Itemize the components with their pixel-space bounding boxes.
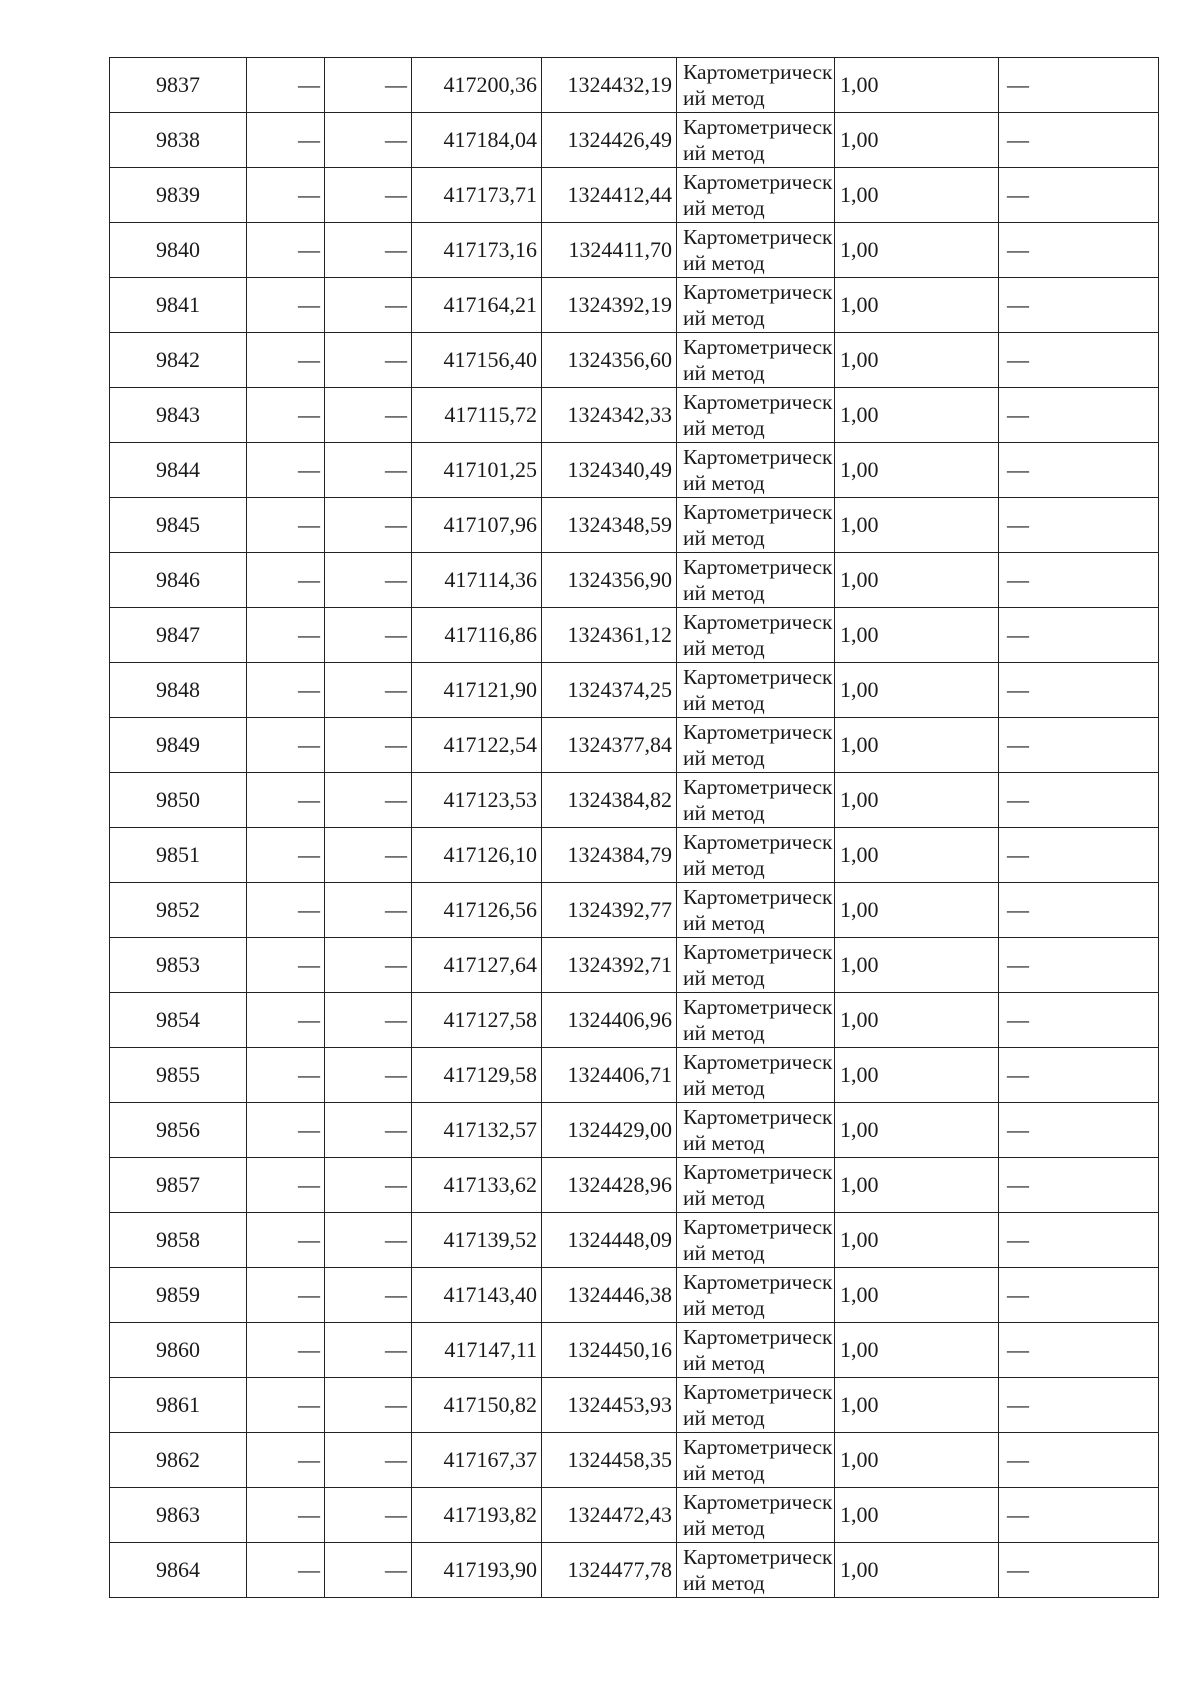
old-x-cell: — <box>247 1488 325 1543</box>
old-y-cell: — <box>325 168 412 223</box>
y-coordinate-cell: 1324429,00 <box>542 1103 677 1158</box>
x-coordinate-cell: 417147,11 <box>412 1323 542 1378</box>
point-number-cell: 9855 <box>110 1048 247 1103</box>
method-cell: Картометрический метод <box>677 1158 835 1213</box>
x-coordinate-cell: 417173,71 <box>412 168 542 223</box>
point-number-cell: 9849 <box>110 718 247 773</box>
table-row <box>110 168 1159 223</box>
old-y-cell: — <box>325 993 412 1048</box>
y-coordinate-cell: 1324453,93 <box>542 1378 677 1433</box>
x-coordinate-cell: 417122,54 <box>412 718 542 773</box>
description-cell: — <box>999 223 1159 278</box>
point-number-cell: 9861 <box>110 1378 247 1433</box>
old-y-cell: — <box>325 1543 412 1598</box>
old-x-cell: — <box>247 278 325 333</box>
point-number-cell: 9854 <box>110 993 247 1048</box>
description-cell: — <box>999 1048 1159 1103</box>
table-row <box>110 883 1159 938</box>
table-row <box>110 58 1159 113</box>
y-coordinate-cell: 1324356,90 <box>542 553 677 608</box>
old-y-cell: — <box>325 1488 412 1543</box>
description-cell: — <box>999 168 1159 223</box>
point-number-cell: 9841 <box>110 278 247 333</box>
accuracy-cell: 1,00 <box>835 443 999 498</box>
accuracy-cell: 1,00 <box>835 1543 999 1598</box>
x-coordinate-cell: 417200,36 <box>412 58 542 113</box>
point-number-cell: 9859 <box>110 1268 247 1323</box>
old-y-cell: — <box>325 608 412 663</box>
description-cell: — <box>999 1378 1159 1433</box>
accuracy-cell: 1,00 <box>835 938 999 993</box>
accuracy-cell: 1,00 <box>835 278 999 333</box>
accuracy-cell: 1,00 <box>835 1213 999 1268</box>
x-coordinate-cell: 417126,56 <box>412 883 542 938</box>
description-cell: — <box>999 1433 1159 1488</box>
old-y-cell: — <box>325 1433 412 1488</box>
method-cell: Картометрический метод <box>677 1268 835 1323</box>
method-cell: Картометрический метод <box>677 773 835 828</box>
method-cell: Картометрический метод <box>677 1213 835 1268</box>
method-cell: Картометрический метод <box>677 278 835 333</box>
point-number-cell: 9850 <box>110 773 247 828</box>
old-y-cell: — <box>325 883 412 938</box>
accuracy-cell: 1,00 <box>835 1323 999 1378</box>
description-cell: — <box>999 553 1159 608</box>
accuracy-cell: 1,00 <box>835 1048 999 1103</box>
accuracy-cell: 1,00 <box>835 773 999 828</box>
x-coordinate-cell: 417193,82 <box>412 1488 542 1543</box>
y-coordinate-cell: 1324406,71 <box>542 1048 677 1103</box>
description-cell: — <box>999 1488 1159 1543</box>
method-cell: Картометрический метод <box>677 498 835 553</box>
y-coordinate-cell: 1324392,71 <box>542 938 677 993</box>
accuracy-cell: 1,00 <box>835 663 999 718</box>
old-x-cell: — <box>247 553 325 608</box>
accuracy-cell: 1,00 <box>835 58 999 113</box>
description-cell: — <box>999 883 1159 938</box>
y-coordinate-cell: 1324377,84 <box>542 718 677 773</box>
coordinates-table-container <box>109 57 1158 1598</box>
accuracy-cell: 1,00 <box>835 388 999 443</box>
old-x-cell: — <box>247 1543 325 1598</box>
point-number-cell: 9845 <box>110 498 247 553</box>
description-cell: — <box>999 1158 1159 1213</box>
method-cell: Картометрический метод <box>677 1103 835 1158</box>
x-coordinate-cell: 417121,90 <box>412 663 542 718</box>
old-y-cell: — <box>325 1213 412 1268</box>
accuracy-cell: 1,00 <box>835 993 999 1048</box>
table-row <box>110 1488 1159 1543</box>
description-cell: — <box>999 113 1159 168</box>
description-cell: — <box>999 1268 1159 1323</box>
point-number-cell: 9858 <box>110 1213 247 1268</box>
old-y-cell: — <box>325 388 412 443</box>
point-number-cell: 9846 <box>110 553 247 608</box>
x-coordinate-cell: 417127,64 <box>412 938 542 993</box>
point-number-cell: 9860 <box>110 1323 247 1378</box>
point-number-cell: 9852 <box>110 883 247 938</box>
table-row <box>110 828 1159 883</box>
x-coordinate-cell: 417173,16 <box>412 223 542 278</box>
x-coordinate-cell: 417123,53 <box>412 773 542 828</box>
y-coordinate-cell: 1324432,19 <box>542 58 677 113</box>
x-coordinate-cell: 417143,40 <box>412 1268 542 1323</box>
y-coordinate-cell: 1324472,43 <box>542 1488 677 1543</box>
table-row <box>110 1323 1159 1378</box>
table-row <box>110 663 1159 718</box>
accuracy-cell: 1,00 <box>835 333 999 388</box>
accuracy-cell: 1,00 <box>835 1268 999 1323</box>
accuracy-cell: 1,00 <box>835 883 999 938</box>
table-row <box>110 1543 1159 1598</box>
y-coordinate-cell: 1324448,09 <box>542 1213 677 1268</box>
description-cell: — <box>999 333 1159 388</box>
method-cell: Картометрический метод <box>677 388 835 443</box>
x-coordinate-cell: 417150,82 <box>412 1378 542 1433</box>
y-coordinate-cell: 1324412,44 <box>542 168 677 223</box>
old-x-cell: — <box>247 938 325 993</box>
point-number-cell: 9856 <box>110 1103 247 1158</box>
method-cell: Картометрический метод <box>677 553 835 608</box>
method-cell: Картометрический метод <box>677 828 835 883</box>
table-row <box>110 1268 1159 1323</box>
table-row <box>110 113 1159 168</box>
table-row <box>110 1103 1159 1158</box>
old-x-cell: — <box>247 1158 325 1213</box>
table-row <box>110 1378 1159 1433</box>
y-coordinate-cell: 1324446,38 <box>542 1268 677 1323</box>
point-number-cell: 9857 <box>110 1158 247 1213</box>
description-cell: — <box>999 443 1159 498</box>
table-row <box>110 443 1159 498</box>
y-coordinate-cell: 1324356,60 <box>542 333 677 388</box>
y-coordinate-cell: 1324406,96 <box>542 993 677 1048</box>
old-y-cell: — <box>325 773 412 828</box>
accuracy-cell: 1,00 <box>835 1158 999 1213</box>
old-y-cell: — <box>325 1048 412 1103</box>
x-coordinate-cell: 417164,21 <box>412 278 542 333</box>
x-coordinate-cell: 417133,62 <box>412 1158 542 1213</box>
old-y-cell: — <box>325 278 412 333</box>
y-coordinate-cell: 1324477,78 <box>542 1543 677 1598</box>
table-row <box>110 388 1159 443</box>
old-y-cell: — <box>325 553 412 608</box>
y-coordinate-cell: 1324392,77 <box>542 883 677 938</box>
x-coordinate-cell: 417116,86 <box>412 608 542 663</box>
old-y-cell: — <box>325 1268 412 1323</box>
point-number-cell: 9838 <box>110 113 247 168</box>
old-x-cell: — <box>247 1213 325 1268</box>
table-row <box>110 1048 1159 1103</box>
old-y-cell: — <box>325 663 412 718</box>
accuracy-cell: 1,00 <box>835 1488 999 1543</box>
accuracy-cell: 1,00 <box>835 223 999 278</box>
y-coordinate-cell: 1324342,33 <box>542 388 677 443</box>
y-coordinate-cell: 1324450,16 <box>542 1323 677 1378</box>
y-coordinate-cell: 1324348,59 <box>542 498 677 553</box>
accuracy-cell: 1,00 <box>835 718 999 773</box>
y-coordinate-cell: 1324374,25 <box>542 663 677 718</box>
x-coordinate-cell: 417115,72 <box>412 388 542 443</box>
old-x-cell: — <box>247 993 325 1048</box>
x-coordinate-cell: 417127,58 <box>412 993 542 1048</box>
method-cell: Картометрический метод <box>677 993 835 1048</box>
point-number-cell: 9847 <box>110 608 247 663</box>
table-row <box>110 1213 1159 1268</box>
x-coordinate-cell: 417114,36 <box>412 553 542 608</box>
old-y-cell: — <box>325 1378 412 1433</box>
method-cell: Картометрический метод <box>677 1048 835 1103</box>
description-cell: — <box>999 608 1159 663</box>
accuracy-cell: 1,00 <box>835 828 999 883</box>
description-cell: — <box>999 938 1159 993</box>
point-number-cell: 9864 <box>110 1543 247 1598</box>
y-coordinate-cell: 1324340,49 <box>542 443 677 498</box>
old-x-cell: — <box>247 1268 325 1323</box>
old-x-cell: — <box>247 773 325 828</box>
table-row <box>110 993 1159 1048</box>
point-number-cell: 9851 <box>110 828 247 883</box>
y-coordinate-cell: 1324458,35 <box>542 1433 677 1488</box>
method-cell: Картометрический метод <box>677 1433 835 1488</box>
table-body <box>110 58 1159 1598</box>
table-row <box>110 553 1159 608</box>
old-x-cell: — <box>247 223 325 278</box>
x-coordinate-cell: 417101,25 <box>412 443 542 498</box>
method-cell: Картометрический метод <box>677 1323 835 1378</box>
accuracy-cell: 1,00 <box>835 1103 999 1158</box>
description-cell: — <box>999 828 1159 883</box>
old-x-cell: — <box>247 58 325 113</box>
description-cell: — <box>999 1543 1159 1598</box>
description-cell: — <box>999 1213 1159 1268</box>
table-row <box>110 773 1159 828</box>
old-x-cell: — <box>247 1378 325 1433</box>
point-number-cell: 9863 <box>110 1488 247 1543</box>
method-cell: Картометрический метод <box>677 223 835 278</box>
x-coordinate-cell: 417156,40 <box>412 333 542 388</box>
old-y-cell: — <box>325 113 412 168</box>
method-cell: Картометрический метод <box>677 1488 835 1543</box>
accuracy-cell: 1,00 <box>835 168 999 223</box>
coordinates-table <box>109 57 1159 1598</box>
x-coordinate-cell: 417167,37 <box>412 1433 542 1488</box>
old-y-cell: — <box>325 443 412 498</box>
x-coordinate-cell: 417132,57 <box>412 1103 542 1158</box>
method-cell: Картометрический метод <box>677 883 835 938</box>
table-row <box>110 498 1159 553</box>
point-number-cell: 9840 <box>110 223 247 278</box>
old-x-cell: — <box>247 1433 325 1488</box>
description-cell: — <box>999 388 1159 443</box>
method-cell: Картометрический метод <box>677 113 835 168</box>
x-coordinate-cell: 417184,04 <box>412 113 542 168</box>
old-y-cell: — <box>325 498 412 553</box>
old-y-cell: — <box>325 58 412 113</box>
old-x-cell: — <box>247 1048 325 1103</box>
table-row <box>110 1433 1159 1488</box>
accuracy-cell: 1,00 <box>835 498 999 553</box>
method-cell: Картометрический метод <box>677 443 835 498</box>
x-coordinate-cell: 417107,96 <box>412 498 542 553</box>
old-y-cell: — <box>325 223 412 278</box>
old-x-cell: — <box>247 718 325 773</box>
method-cell: Картометрический метод <box>677 333 835 388</box>
table-row <box>110 938 1159 993</box>
old-x-cell: — <box>247 1323 325 1378</box>
y-coordinate-cell: 1324392,19 <box>542 278 677 333</box>
point-number-cell: 9844 <box>110 443 247 498</box>
accuracy-cell: 1,00 <box>835 608 999 663</box>
description-cell: — <box>999 278 1159 333</box>
old-x-cell: — <box>247 443 325 498</box>
y-coordinate-cell: 1324426,49 <box>542 113 677 168</box>
description-cell: — <box>999 993 1159 1048</box>
old-y-cell: — <box>325 1323 412 1378</box>
description-cell: — <box>999 1323 1159 1378</box>
table-row <box>110 278 1159 333</box>
description-cell: — <box>999 1103 1159 1158</box>
accuracy-cell: 1,00 <box>835 113 999 168</box>
y-coordinate-cell: 1324384,79 <box>542 828 677 883</box>
point-number-cell: 9853 <box>110 938 247 993</box>
y-coordinate-cell: 1324384,82 <box>542 773 677 828</box>
old-y-cell: — <box>325 938 412 993</box>
description-cell: — <box>999 773 1159 828</box>
description-cell: — <box>999 718 1159 773</box>
method-cell: Картометрический метод <box>677 718 835 773</box>
old-x-cell: — <box>247 828 325 883</box>
old-x-cell: — <box>247 883 325 938</box>
old-x-cell: — <box>247 168 325 223</box>
old-x-cell: — <box>247 1103 325 1158</box>
old-y-cell: — <box>325 1158 412 1213</box>
old-y-cell: — <box>325 1103 412 1158</box>
table-row <box>110 608 1159 663</box>
old-y-cell: — <box>325 333 412 388</box>
old-x-cell: — <box>247 498 325 553</box>
point-number-cell: 9837 <box>110 58 247 113</box>
y-coordinate-cell: 1324428,96 <box>542 1158 677 1213</box>
old-x-cell: — <box>247 388 325 443</box>
x-coordinate-cell: 417139,52 <box>412 1213 542 1268</box>
point-number-cell: 9862 <box>110 1433 247 1488</box>
table-row <box>110 718 1159 773</box>
y-coordinate-cell: 1324361,12 <box>542 608 677 663</box>
method-cell: Картометрический метод <box>677 168 835 223</box>
x-coordinate-cell: 417193,90 <box>412 1543 542 1598</box>
method-cell: Картометрический метод <box>677 663 835 718</box>
description-cell: — <box>999 498 1159 553</box>
old-x-cell: — <box>247 663 325 718</box>
x-coordinate-cell: 417126,10 <box>412 828 542 883</box>
old-x-cell: — <box>247 333 325 388</box>
accuracy-cell: 1,00 <box>835 1378 999 1433</box>
table-row <box>110 223 1159 278</box>
method-cell: Картометрический метод <box>677 938 835 993</box>
point-number-cell: 9843 <box>110 388 247 443</box>
method-cell: Картометрический метод <box>677 608 835 663</box>
old-x-cell: — <box>247 113 325 168</box>
method-cell: Картометрический метод <box>677 1543 835 1598</box>
accuracy-cell: 1,00 <box>835 553 999 608</box>
table-row <box>110 1158 1159 1213</box>
description-cell: — <box>999 663 1159 718</box>
y-coordinate-cell: 1324411,70 <box>542 223 677 278</box>
accuracy-cell: 1,00 <box>835 1433 999 1488</box>
old-y-cell: — <box>325 718 412 773</box>
old-y-cell: — <box>325 828 412 883</box>
method-cell: Картометрический метод <box>677 58 835 113</box>
point-number-cell: 9842 <box>110 333 247 388</box>
point-number-cell: 9839 <box>110 168 247 223</box>
x-coordinate-cell: 417129,58 <box>412 1048 542 1103</box>
description-cell: — <box>999 58 1159 113</box>
method-cell: Картометрический метод <box>677 1378 835 1433</box>
old-x-cell: — <box>247 608 325 663</box>
point-number-cell: 9848 <box>110 663 247 718</box>
table-row <box>110 333 1159 388</box>
